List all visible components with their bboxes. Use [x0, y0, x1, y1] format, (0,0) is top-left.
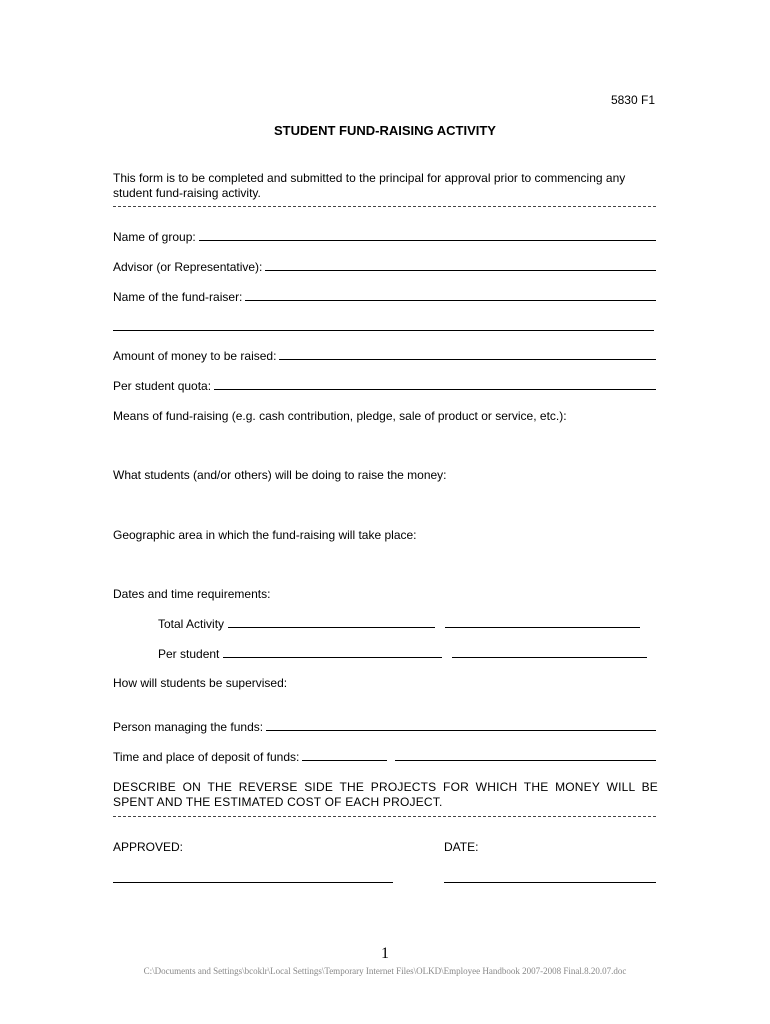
page-number: 1 [381, 945, 389, 962]
supervised-label: How will students be supervised: [113, 676, 288, 690]
approved-label: APPROVED: [113, 840, 184, 854]
file-path-footer: C:\Documents and Settings\bcoklr\Local Settings\Temporary Internet Files\OLKD\Employee Handbook 2007-2008 Final.8.20.07.doc [143, 966, 627, 976]
advisor-line[interactable] [265, 260, 656, 271]
amount-field [113, 349, 656, 363]
per-student-line-2[interactable] [452, 647, 647, 658]
page-title: STUDENT FUND-RAISING ACTIVITY [274, 123, 496, 138]
means-label: Means of fund-raising (e.g. cash contribution, pledge, sale of product or service, etc.): [113, 409, 567, 423]
name-of-group-field [113, 230, 656, 244]
deposit-label: Time and place of deposit of funds: [113, 750, 300, 764]
fundraiser-name-extra-line[interactable] [113, 330, 654, 331]
advisor-label: Advisor (or Representative): [113, 260, 263, 274]
person-managing-label: Person managing the funds: [113, 720, 264, 734]
geographic-area-label: Geographic area in which the fund-raising will take place: [113, 528, 417, 542]
deposit-place-line[interactable] [395, 750, 656, 761]
describe-notice: DESCRIBE ON THE REVERSE SIDE THE PROJECTS FOR WHICH THE MONEY WILL BE SPENT AND THE ESTIMATED COST OF EACH PROJECT. [113, 780, 658, 809]
fundraiser-name-line[interactable] [245, 290, 656, 301]
name-of-group-line[interactable] [199, 230, 656, 241]
per-student-line-1[interactable] [223, 647, 442, 658]
what-students-label: What students (and/or others) will be doing to raise the money: [113, 468, 447, 482]
dates-time-label: Dates and time requirements: [113, 587, 271, 601]
total-activity-line-2[interactable] [445, 617, 640, 628]
amount-label: Amount of money to be raised: [113, 349, 277, 363]
amount-line[interactable] [279, 349, 656, 360]
per-student-field [158, 647, 647, 661]
per-student-label: Per student [158, 647, 220, 661]
fundraiser-name-label: Name of the fund-raiser: [113, 290, 243, 304]
date-label: DATE: [444, 840, 479, 854]
name-of-group-label: Name of group: [113, 230, 196, 244]
total-activity-line-1[interactable] [228, 617, 435, 628]
deposit-field [113, 750, 656, 764]
total-activity-label: Total Activity [158, 617, 225, 631]
quota-field [113, 379, 656, 393]
total-activity-field [158, 617, 640, 631]
quota-line[interactable] [214, 379, 656, 390]
fundraiser-name-field [113, 290, 656, 304]
deposit-time-line[interactable] [302, 750, 387, 761]
intro-text: This form is to be completed and submitted to the principal for approval prior to commencing any student fund-raising activity. [113, 171, 626, 200]
quota-label: Per student quota: [113, 379, 212, 393]
person-managing-field [113, 720, 656, 734]
approved-signature-line[interactable] [113, 882, 393, 883]
separator-top [113, 206, 656, 207]
date-line[interactable] [444, 882, 656, 883]
person-managing-line[interactable] [266, 720, 656, 731]
separator-bottom [113, 816, 656, 817]
form-number: 5830 F1 [610, 93, 655, 107]
advisor-field [113, 260, 656, 274]
